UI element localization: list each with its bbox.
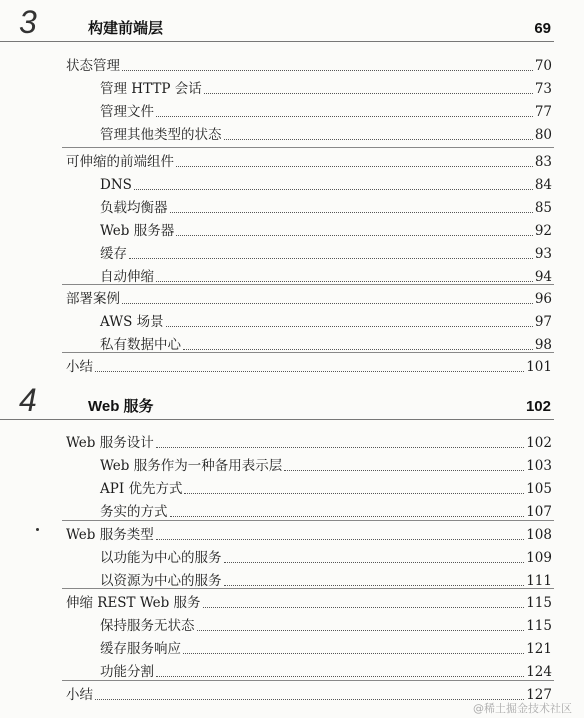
entry-label: Web 服务作为一种备用表示层 [100, 457, 283, 474]
group-divider [62, 284, 554, 285]
dot-leader [156, 116, 533, 117]
toc-subsection-entry[interactable] [0, 476, 584, 498]
dot-leader [184, 493, 524, 494]
entry-label: 缓存服务响应 [100, 640, 181, 657]
entry-label: Web 服务器 [100, 222, 175, 239]
entry-label: 小结 [66, 687, 93, 703]
chapter-number: 3 [19, 4, 37, 40]
toc-subsection-entry[interactable] [0, 545, 584, 567]
toc-section-entry[interactable] [0, 149, 584, 171]
chapter-title: 构建前端层 [88, 20, 164, 37]
entry-label: 管理 HTTP 会话 [100, 80, 202, 97]
entry-label: AWS 场景 [100, 313, 164, 330]
dot-leader [203, 607, 525, 608]
dot-leader [224, 585, 525, 586]
dot-leader [156, 676, 524, 677]
dot-leader [170, 516, 525, 517]
toc-subsection-entry[interactable] [0, 659, 584, 681]
dot-leader [129, 258, 533, 259]
entry-page-number: 70 [534, 58, 552, 74]
group-divider [62, 680, 554, 681]
entry-page-number: 108 [526, 527, 552, 543]
toc-subsection-entry[interactable] [0, 122, 584, 144]
entry-label: API 优先方式 [100, 480, 183, 497]
watermark: @稀土掘金技术社区 [473, 702, 572, 715]
dot-leader [197, 630, 525, 631]
entry-page-number: 101 [526, 359, 552, 375]
entry-page-number: 115 [526, 617, 552, 634]
entry-page-number: 85 [534, 199, 552, 216]
chapter-page: 69 [534, 20, 551, 37]
entry-label: Web 服务类型 [66, 527, 154, 543]
group-divider [62, 588, 554, 589]
entry-page-number: 77 [534, 103, 552, 120]
chapter-4-header [0, 380, 584, 420]
entry-page-number: 102 [526, 435, 552, 451]
dot-leader [176, 166, 533, 167]
entry-page-number: 111 [526, 572, 552, 589]
dot-leader [170, 212, 533, 213]
entry-page-number: 92 [534, 222, 552, 239]
entry-label: 私有数据中心 [100, 336, 181, 353]
entry-label: 状态管理 [66, 58, 120, 74]
toc-subsection-entry[interactable] [0, 499, 584, 521]
entry-label: 管理其他类型的状态 [100, 126, 222, 143]
entry-page-number: 105 [526, 480, 552, 497]
entry-label: 缓存 [100, 245, 127, 262]
entry-page-number: 80 [534, 126, 552, 143]
toc-section-entry[interactable] [0, 354, 584, 376]
dot-leader [166, 326, 533, 327]
entry-label: 伸缩 REST Web 服务 [66, 595, 201, 611]
toc-section-entry[interactable] [0, 590, 584, 612]
toc-section-entry[interactable] [0, 430, 584, 452]
dot-leader [122, 303, 533, 304]
entry-page-number: 84 [534, 176, 552, 193]
entry-label: 管理文件 [100, 103, 154, 120]
toc-subsection-entry[interactable] [0, 568, 584, 590]
entry-page-number: 97 [534, 313, 552, 330]
toc-subsection-entry[interactable] [0, 453, 584, 475]
entry-label: Web 服务设计 [66, 435, 154, 451]
entry-page-number: 96 [534, 291, 552, 307]
entry-page-number: 121 [526, 640, 552, 657]
dot-leader [176, 235, 533, 236]
toc-section-entry[interactable] [0, 286, 584, 308]
dot-leader [284, 470, 524, 471]
chapter-rule [0, 419, 554, 420]
group-divider [62, 352, 554, 353]
dot-leader [183, 349, 533, 350]
entry-label: DNS [100, 176, 132, 193]
toc-subsection-entry[interactable] [0, 195, 584, 217]
chapter-3-header [0, 2, 584, 42]
chapter-number: 4 [19, 382, 37, 418]
entry-label: 可伸缩的前端组件 [66, 154, 174, 170]
toc-subsection-entry[interactable] [0, 613, 584, 635]
entry-label: 负载均衡器 [100, 199, 168, 216]
toc-subsection-entry[interactable] [0, 636, 584, 658]
entry-page-number: 73 [534, 80, 552, 97]
entry-page-number: 107 [526, 503, 552, 520]
toc-subsection-entry[interactable] [0, 264, 584, 286]
group-divider [62, 147, 554, 148]
toc-subsection-entry[interactable] [0, 99, 584, 121]
entry-page-number: 83 [534, 154, 552, 170]
dot-leader [224, 139, 533, 140]
entry-label: 以功能为中心的服务 [100, 549, 222, 566]
entry-page-number: 93 [534, 245, 552, 262]
toc-section-entry[interactable] [0, 522, 584, 544]
dot-leader [156, 539, 525, 540]
dot-leader [204, 93, 533, 94]
entry-page-number: 109 [526, 549, 552, 566]
entry-page-number: 127 [526, 687, 552, 703]
entry-label: 以资源为中心的服务 [100, 572, 222, 589]
entry-page-number: 98 [534, 336, 552, 353]
toc-subsection-entry[interactable] [0, 76, 584, 98]
dot-leader [95, 371, 524, 372]
dot-leader [183, 653, 524, 654]
dot-leader [156, 281, 533, 282]
toc-subsection-entry[interactable] [0, 172, 584, 194]
entry-page-number: 94 [534, 268, 552, 285]
entry-label: 务实的方式 [100, 503, 168, 520]
chapter-title: Web 服务 [88, 398, 154, 415]
dot-leader [134, 189, 533, 190]
chapter-rule [0, 41, 554, 42]
entry-page-number: 124 [526, 663, 552, 680]
entry-page-number: 103 [526, 457, 552, 474]
dot-leader [122, 70, 533, 71]
dot-leader [95, 699, 524, 700]
entry-label: 小结 [66, 359, 93, 375]
entry-label: 自动伸缩 [100, 268, 154, 285]
chapter-page: 102 [525, 398, 551, 415]
dot-leader [156, 447, 525, 448]
entry-label: 功能分割 [100, 663, 154, 680]
toc-section-entry[interactable] [0, 53, 584, 75]
entry-label: 部署案例 [66, 291, 120, 307]
toc-subsection-entry[interactable] [0, 332, 584, 354]
toc-subsection-entry[interactable] [0, 309, 584, 331]
group-divider [62, 520, 554, 521]
stray-dot [36, 528, 39, 531]
toc-subsection-entry[interactable] [0, 218, 584, 240]
toc-subsection-entry[interactable] [0, 241, 584, 263]
entry-label: 保持服务无状态 [100, 617, 195, 634]
dot-leader [224, 562, 525, 563]
entry-page-number: 115 [526, 595, 552, 611]
